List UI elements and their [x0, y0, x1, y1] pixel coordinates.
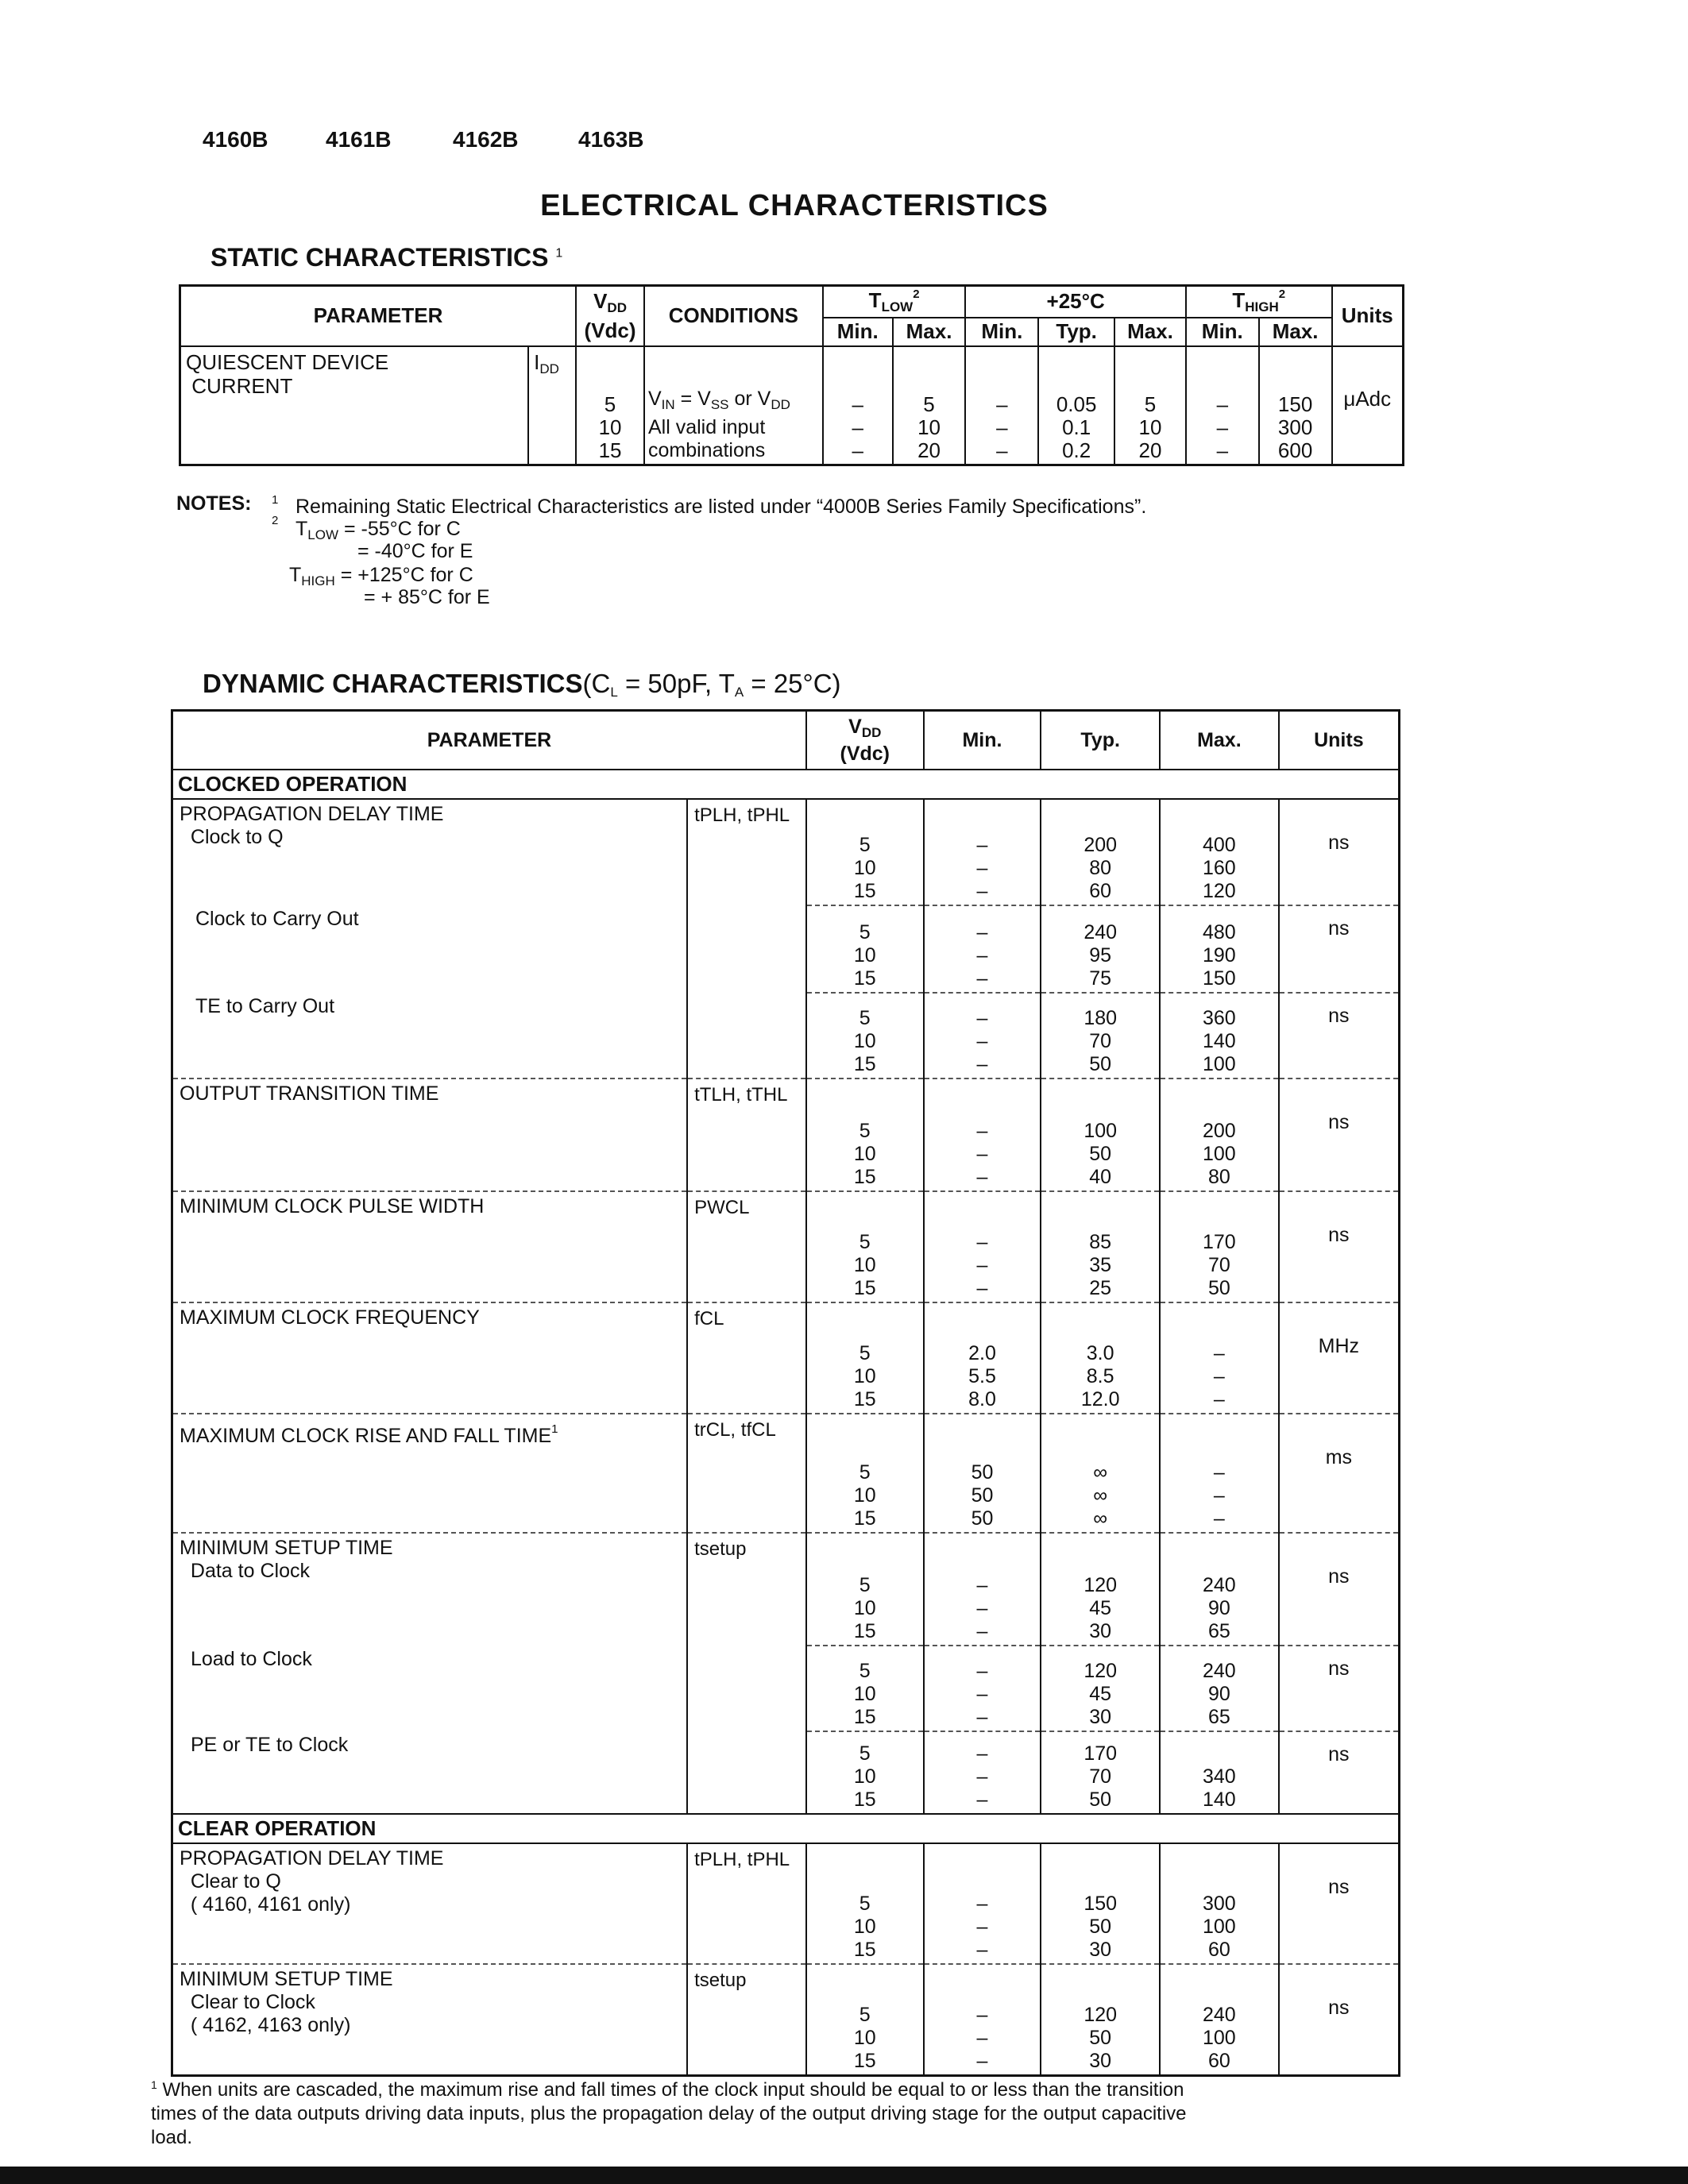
units-cell: ns — [1279, 1731, 1400, 1814]
value-cell: ∞ ∞ ∞ — [1041, 1414, 1160, 1533]
value-cell: 5 10 15 — [806, 799, 924, 905]
value-cell: 360 140 100 — [1160, 993, 1279, 1078]
part-number: 4161B — [326, 127, 392, 152]
value-cell: 50 50 50 — [924, 1414, 1041, 1533]
units-cell: ns — [1279, 1964, 1400, 2075]
symbol-cell: tPLH, tPHL — [687, 799, 806, 1078]
value-cell: – – – — [924, 799, 1041, 905]
value-cell: 240 90 65 — [1160, 1646, 1279, 1731]
parameter-cell: OUTPUT TRANSITION TIME — [172, 1078, 688, 1191]
static-section-title: STATIC CHARACTERISTICS $^1$ — [211, 243, 563, 272]
value-cell: 120 45 30 — [1041, 1533, 1160, 1646]
part-number: 4162B — [453, 127, 519, 152]
symbol-cell: fCL — [687, 1302, 806, 1414]
value-cell: 200 100 80 — [1160, 1078, 1279, 1191]
units-cell: ns — [1279, 1191, 1400, 1302]
value-cell: 5 10 15 — [806, 993, 924, 1078]
note-tlow-e: = -40°C for E — [357, 540, 473, 562]
value-cell: – – – — [924, 905, 1041, 993]
value-cell: – – – — [924, 1646, 1041, 1731]
notes — [176, 492, 1288, 612]
value-cell: 5 10 15 — [806, 905, 924, 993]
section-label: CLOCKED OPERATION — [172, 770, 1400, 799]
units-cell: ns — [1279, 1843, 1400, 1964]
note-thigh-c: $T_{HIGH} = +125^\circ C$ for C — [289, 564, 473, 588]
symbol-cell: tTLH, tTHL — [687, 1078, 806, 1191]
units-cell: MHz — [1279, 1302, 1400, 1414]
column-header: $V_{DD}$ (Vdc) — [806, 711, 924, 770]
value-cell: – – – — [924, 993, 1041, 1078]
units-cell: ns — [1279, 993, 1400, 1078]
parameter-cell: MAXIMUM CLOCK RISE AND FALL TIME$^1$ — [172, 1414, 688, 1533]
column-header: Typ. — [1041, 711, 1160, 770]
value-cell: 120 50 30 — [1041, 1964, 1160, 2075]
value-cell: 5 10 15 — [806, 1414, 924, 1533]
column-header: $T_{HIGH}^2$ — [1186, 286, 1332, 318]
value-cell: 85 35 25 — [1041, 1191, 1160, 1302]
value-cell: 150 300 600 — [1259, 346, 1332, 465]
value-cell: 5 10 15 — [806, 1843, 924, 1964]
note-marker: 2 — [272, 514, 279, 527]
column-header: PARAMETER — [172, 711, 806, 770]
units-cell: ns — [1279, 1533, 1400, 1646]
value-cell: 180 70 50 — [1041, 993, 1160, 1078]
page-title: ELECTRICAL CHARACTERISTICS — [540, 189, 1049, 222]
symbol-cell: tPLH, tPHL — [687, 1843, 806, 1964]
column-header: $V_{DD}$ (Vdc) — [576, 286, 644, 346]
value-cell: 120 45 30 — [1041, 1646, 1160, 1731]
units-cell: ns — [1279, 1646, 1400, 1731]
value-cell: 340 140 — [1160, 1731, 1279, 1814]
symbol-cell: tsetup — [687, 1533, 806, 1814]
sub-parameter: TE to Carry Out — [195, 995, 335, 1017]
column-header: Units — [1279, 711, 1400, 770]
value-cell: 480 190 150 — [1160, 905, 1279, 993]
parameter-cell: MINIMUM SETUP TIME Data to Clock Load to Clock PE or TE to Clock — [172, 1533, 688, 1814]
column-header: Max. — [1259, 318, 1332, 346]
value-cell: 240 95 75 — [1041, 905, 1160, 993]
column-header: Typ. — [1038, 318, 1114, 346]
value-cell: 2.0 5.5 8.0 — [924, 1302, 1041, 1414]
value-cell: – – – — [1186, 346, 1259, 465]
units-cell: ns — [1279, 1078, 1400, 1191]
value-cell: – – – — [823, 346, 893, 465]
parameter-cell: PROPAGATION DELAY TIME Clock to Q Clock to Carry Out TE to Carry Out — [172, 799, 688, 1078]
column-header: $T_{LOW}^2$ — [823, 286, 966, 318]
static-characteristics-table — [179, 284, 1404, 466]
note-1: Remaining Static Electrical Characteristics are listed under “4000B Series Family Specifications”. — [295, 496, 1147, 518]
dynamic-characteristics-table — [171, 709, 1400, 2077]
value-cell: 5 10 15 — [806, 1078, 924, 1191]
column-header: Max. — [893, 318, 966, 346]
parameter-cell: MINIMUM SETUP TIME Clear to Clock ( 4162, 4163 only) — [172, 1964, 688, 2075]
value-cell: 5 10 15 — [806, 1533, 924, 1646]
column-header: Min. — [823, 318, 893, 346]
value-cell: – – – — [924, 1078, 1041, 1191]
symbol-cell: PWCL — [687, 1191, 806, 1302]
value-cell: 240 90 65 — [1160, 1533, 1279, 1646]
dynamic-section-title: DYNAMIC $CHARACTERISTICS(C_L = 50pF$, $T_A = 25^\circ C$) — [203, 669, 841, 700]
parameter-cell: MAXIMUM CLOCK FREQUENCY — [172, 1302, 688, 1414]
value-cell: 170 70 50 — [1160, 1191, 1279, 1302]
value-cell: 200 80 60 — [1041, 799, 1160, 905]
value-cell: – – – — [965, 346, 1038, 465]
value-cell: 300 100 60 — [1160, 1843, 1279, 1964]
sub-parameter: PE or TE to Clock — [191, 1734, 349, 1756]
value-cell: 5 10 15 — [806, 1646, 924, 1731]
part-number: 4163B — [578, 127, 644, 152]
value-cell: – – – — [924, 1191, 1041, 1302]
value-cell: – – – — [924, 1964, 1041, 2075]
note-thigh-e: = + 85°C for E — [364, 586, 490, 608]
symbol-cell: $I_{DD}$ — [528, 346, 576, 465]
value-cell: 150 50 30 — [1041, 1843, 1160, 1964]
notes-label: NOTES: — [176, 492, 252, 515]
column-header: Max. — [1114, 318, 1186, 346]
symbol-cell: trCL, tfCL — [687, 1414, 806, 1533]
column-header: Min. — [1186, 318, 1259, 346]
units-cell: μAdc — [1332, 346, 1404, 465]
scan-edge — [0, 2167, 1688, 2184]
value-cell: – – – — [1160, 1414, 1279, 1533]
parameter-cell: QUIESCENT DEVICE CURRENT — [180, 346, 529, 465]
value-cell: 5 10 15 — [806, 1191, 924, 1302]
column-header: +25°C — [965, 286, 1185, 318]
value-cell: 3.0 8.5 12.0 — [1041, 1302, 1160, 1414]
footnote: $^1$ When units are cascaded, the maximum rise and fall times of the clock input should be equal to or less than the transition times of the data outputs driving data inputs, plus the propagation delay of the output driving stage for the output capacitive load. — [151, 2078, 1187, 2148]
column-header: Min. — [924, 711, 1041, 770]
value-cell: – – – — [924, 1731, 1041, 1814]
symbol-cell: tsetup — [687, 1964, 806, 2075]
parameter-cell: PROPAGATION DELAY TIME Clear to Q ( 4160, 4161 only) — [172, 1843, 688, 1964]
value-cell: – – – — [924, 1843, 1041, 1964]
value-cell: 5 10 20 — [893, 346, 966, 465]
value-cell: 240 100 60 — [1160, 1964, 1279, 2075]
part-number: 4160B — [203, 127, 268, 152]
note-tlow-c: $T_{LOW} = -55^\circ C$ for C — [295, 518, 461, 542]
units-cell: ms — [1279, 1414, 1400, 1533]
value-cell: 400 160 120 — [1160, 799, 1279, 905]
value-cell: 5 10 15 — [806, 1964, 924, 2075]
sub-parameter: Clock to Carry Out — [195, 908, 359, 930]
column-header: Units — [1332, 286, 1404, 346]
value-cell: 5 10 15 — [806, 1302, 924, 1414]
column-header: PARAMETER — [180, 286, 577, 346]
sub-parameter: Load to Clock — [191, 1648, 312, 1670]
section-label: CLEAR OPERATION — [172, 1814, 1400, 1843]
vdd-cell: 5 10 15 — [576, 346, 644, 465]
value-cell: 5 10 15 — [806, 1731, 924, 1814]
parameter-cell: MINIMUM CLOCK PULSE WIDTH — [172, 1191, 688, 1302]
value-cell: 5 10 20 — [1114, 346, 1186, 465]
column-header: Min. — [965, 318, 1038, 346]
value-cell: 100 50 40 — [1041, 1078, 1160, 1191]
value-cell: 170 70 50 — [1041, 1731, 1160, 1814]
value-cell: 0.05 0.1 0.2 — [1038, 346, 1114, 465]
column-header: CONDITIONS — [644, 286, 823, 346]
column-header: Max. — [1160, 711, 1279, 770]
conditions-cell: $V_{IN} = V_{SS}$ or $V_{DD}$ All valid input combinations — [644, 346, 823, 465]
note-marker: 1 — [272, 493, 279, 507]
units-cell: ns — [1279, 905, 1400, 993]
units-cell: ns — [1279, 799, 1400, 905]
value-cell: – – – — [1160, 1302, 1279, 1414]
value-cell: – – – — [924, 1533, 1041, 1646]
